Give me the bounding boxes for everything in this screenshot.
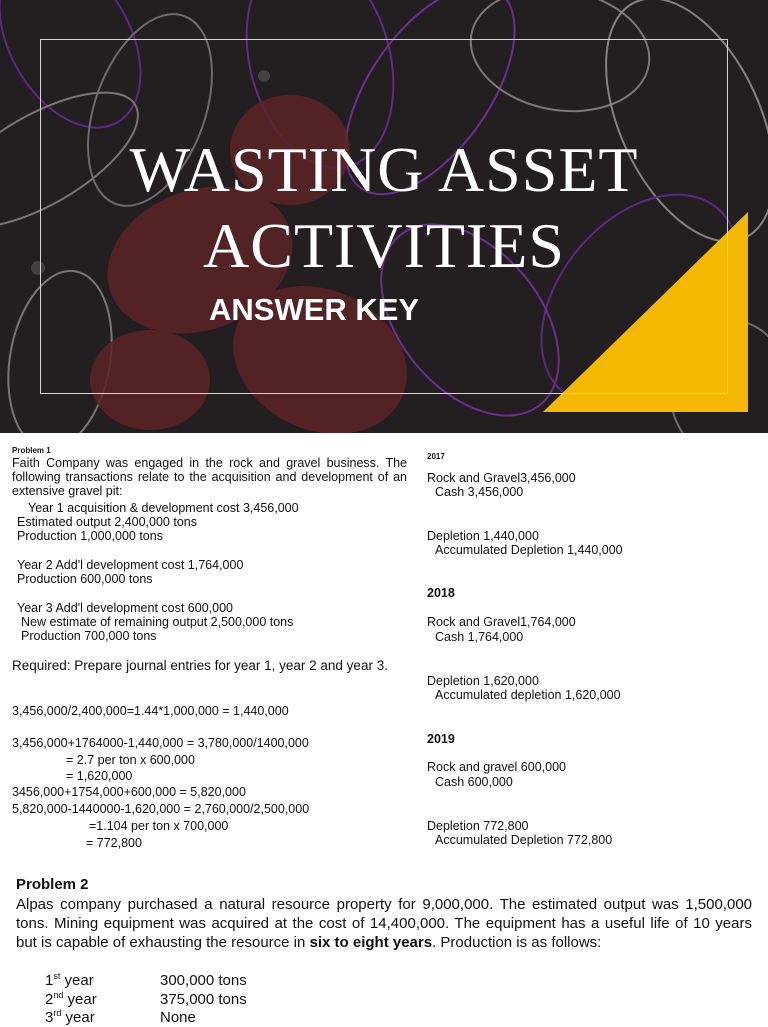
problem2-text-bold: six to eight years xyxy=(309,934,433,951)
production-row-suffix: st xyxy=(53,971,61,981)
cover-title-line1: WASTING ASSET xyxy=(129,134,639,205)
entries-2018-credit: Cash 1,764,000 xyxy=(435,630,524,644)
problem1-year1-line2: Estimated output 2,400,000 tons xyxy=(17,515,197,529)
entries-2019-depletion: Depletion 772,800 xyxy=(427,819,529,833)
production-row-word: year xyxy=(63,991,97,1008)
problem1-calc7: =1.104 per ton x 700,000 xyxy=(89,819,229,833)
production-row-value: 375,000 tons xyxy=(160,991,247,1008)
entries-2017-debit: Rock and Gravel3,456,000 xyxy=(427,471,576,485)
problem1-year2-line2: Production 600,000 tons xyxy=(17,572,153,586)
cover-banner xyxy=(0,0,768,433)
problem1-intro: Faith Company was engaged in the rock and gravel business. The following transactions relate to the acquisition and development of an extensive gravel pit: xyxy=(12,456,407,498)
problem1-label: Problem 1 xyxy=(12,446,51,455)
problem2-text xyxy=(16,895,752,952)
production-row-value: None xyxy=(160,1009,196,1026)
production-row-num: 2 xyxy=(45,991,54,1008)
problem1-year3-line2: New estimate of remaining output 2,500,000 tons xyxy=(21,615,294,629)
problem1-year3-line1: Year 3 Add'l development cost 600,000 xyxy=(17,601,233,615)
entries-2018-accumulated: Accumulated depletion 1,620,000 xyxy=(435,688,621,702)
production-row-year xyxy=(45,1008,95,1027)
problem1-calc8: = 772,800 xyxy=(86,836,142,850)
cover-title xyxy=(0,132,768,284)
problem1-year2-line1: Year 2 Add'l development cost 1,764,000 xyxy=(17,558,244,572)
problem1-calc5: 3456,000+1754,000+600,000 = 5,820,000 xyxy=(12,785,246,799)
problem2-text-before: Alpas company purchased a natural resource property for 9,000,000. The estimated output was 1,500,000 tons. Mining equipment was acquired at the cost of 14,400,000. The equipment has a useful life of 10 years but is capable of exhausting the resource in xyxy=(16,896,752,951)
problem1-year3-line3: Production 700,000 tons xyxy=(21,629,157,643)
entries-2017-depletion: Depletion 1,440,000 xyxy=(427,529,539,543)
production-row-num: 1 xyxy=(45,972,54,989)
production-row-year xyxy=(45,971,94,990)
cover-subtitle: ANSWER KEY xyxy=(209,292,420,327)
problem1-year1-line1: Year 1 acquisition & development cost 3,456,000 xyxy=(28,501,299,515)
problem1-calc2: 3,456,000+1764000-1,440,000 = 3,780,000/1400,000 xyxy=(12,736,309,750)
production-row-num: 3 xyxy=(45,1009,54,1026)
entries-2019-debit: Rock and gravel 600,000 xyxy=(427,760,566,774)
entries-2017-label: 2017 xyxy=(427,452,445,461)
problem2-label: Problem 2 xyxy=(16,876,89,893)
entries-2017-credit: Cash 3,456,000 xyxy=(435,485,524,499)
entries-2018-label: 2018 xyxy=(427,586,455,600)
problem1-calc6: 5,820,000-1440000-1,620,000 = 2,760,000/2,500,000 xyxy=(12,802,310,816)
problem1-year1-line3: Production 1,000,000 tons xyxy=(17,529,163,543)
production-row-value: 300,000 tons xyxy=(160,972,247,989)
cover-title-line2: ACTIVITIES xyxy=(203,210,565,281)
production-row-suffix: rd xyxy=(53,1008,62,1018)
entries-2019-label: 2019 xyxy=(427,732,455,746)
production-row-suffix: nd xyxy=(53,990,64,1000)
production-row-word: year xyxy=(61,1009,95,1026)
entries-2019-accumulated: Accumulated Depletion 772,800 xyxy=(435,833,613,847)
entries-2019-credit: Cash 600,000 xyxy=(435,775,513,789)
production-row-word: year xyxy=(60,972,94,989)
problem1-calc4: = 1,620,000 xyxy=(66,769,133,783)
problem1-calc3: = 2.7 per ton x 600,000 xyxy=(66,753,195,767)
entries-2018-debit: Rock and Gravel1,764,000 xyxy=(427,615,576,629)
entries-2018-depletion: Depletion 1,620,000 xyxy=(427,674,539,688)
problem2-text-after: . Production is as follows: xyxy=(432,934,602,951)
problem1-required: Required: Prepare journal entries for year 1, year 2 and year 3. xyxy=(12,658,388,673)
production-row-year xyxy=(45,990,97,1009)
entries-2017-accumulated: Accumulated Depletion 1,440,000 xyxy=(435,543,623,557)
problem1-calc1: 3,456,000/2,400,000=1.44*1,000,000 = 1,440,000 xyxy=(12,704,289,718)
